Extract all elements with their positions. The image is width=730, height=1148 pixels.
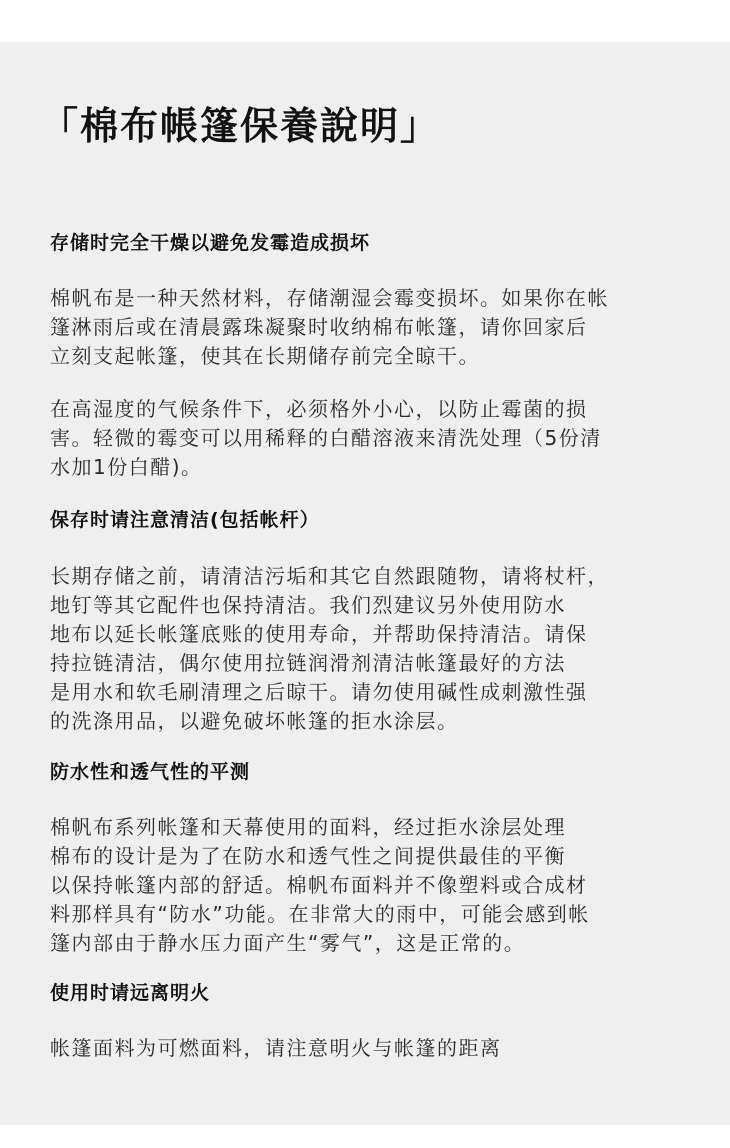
paragraph-storage-drying-2: [50, 395, 602, 482]
paragraph-line: 料那样具有“防水”功能。在非常大的雨中，可能会感到帐: [50, 902, 590, 926]
paragraph-line: 棉帆布系列帐篷和天幕使用的面料，经过拒水涂层处理: [50, 815, 566, 839]
paragraph-fire-safety: [50, 1034, 502, 1063]
paragraph-line: 是用水和软毛刷清理之后晾干。请勿使用碱性成刺激性强: [50, 680, 588, 704]
paragraph-line: 棉帆布是一种天然材料，存储潮湿会霉变损坏。如果你在帐: [50, 286, 609, 310]
paragraph-line: 水加1份白醋)。: [50, 455, 203, 479]
paragraph-cleaning: [50, 562, 609, 736]
paragraph-line: 棉布的设计是为了在防水和透气性之间提供最佳的平衡: [50, 844, 566, 868]
paragraph-waterproof-breathability: [50, 813, 590, 958]
paragraph-line: 在高湿度的气候条件下，必须格外小心，以防止霉菌的损: [50, 397, 588, 421]
paragraph-line: 帐篷面料为可燃面料，请注意明火与帐篷的距离: [50, 1036, 502, 1060]
section-heading-waterproof-breathability: 防水性和透气性的平测: [50, 761, 251, 783]
page-title: 「棉布帳篷保養說明」: [40, 104, 441, 148]
paragraph-line: 害。轻微的霉变可以用稀释的白醋溶液来清洗处理（5份清: [50, 426, 602, 450]
paragraph-line: 长期存储之前，请清洁污垢和其它自然跟随物，请将杖杆，: [50, 564, 609, 588]
paragraph-line: 篷内部由于静水压力面产生“雾气”，这是正常的。: [50, 931, 526, 955]
section-heading-fire-safety: 使用时请远离明火: [50, 982, 211, 1004]
paragraph-line: 地钉等其它配件也保持清洁。我们烈建议另外使用防水: [50, 593, 566, 617]
paragraph-line: 篷淋雨后或在清晨露珠凝聚时收纳棉布帐篷，请你回家后: [50, 315, 588, 339]
paragraph-line: 的洗涤用品，以避免破坏帐篷的拒水涂层。: [50, 709, 459, 733]
paragraph-line: 以保持帐篷内部的舒适。棉帆布面料并不像塑料或合成材: [50, 873, 588, 897]
section-heading-storage-drying: 存储时完全干燥以避免发霉造成损坏: [50, 232, 371, 254]
paragraph-line: 立刻支起帐篷，使其在长期储存前完全晾干。: [50, 344, 480, 368]
paragraph-line: 持拉链清洁，偶尔使用拉链润滑剂清洁帐篷最好的方法: [50, 651, 566, 675]
paragraph-line: 地布以延长帐篷底账的使用寿命，并帮助保持清洁。请保: [50, 622, 588, 646]
paragraph-storage-drying-1: [50, 284, 609, 371]
section-heading-cleaning: 保存时请注意清洁(包括帐杆）: [50, 509, 320, 531]
